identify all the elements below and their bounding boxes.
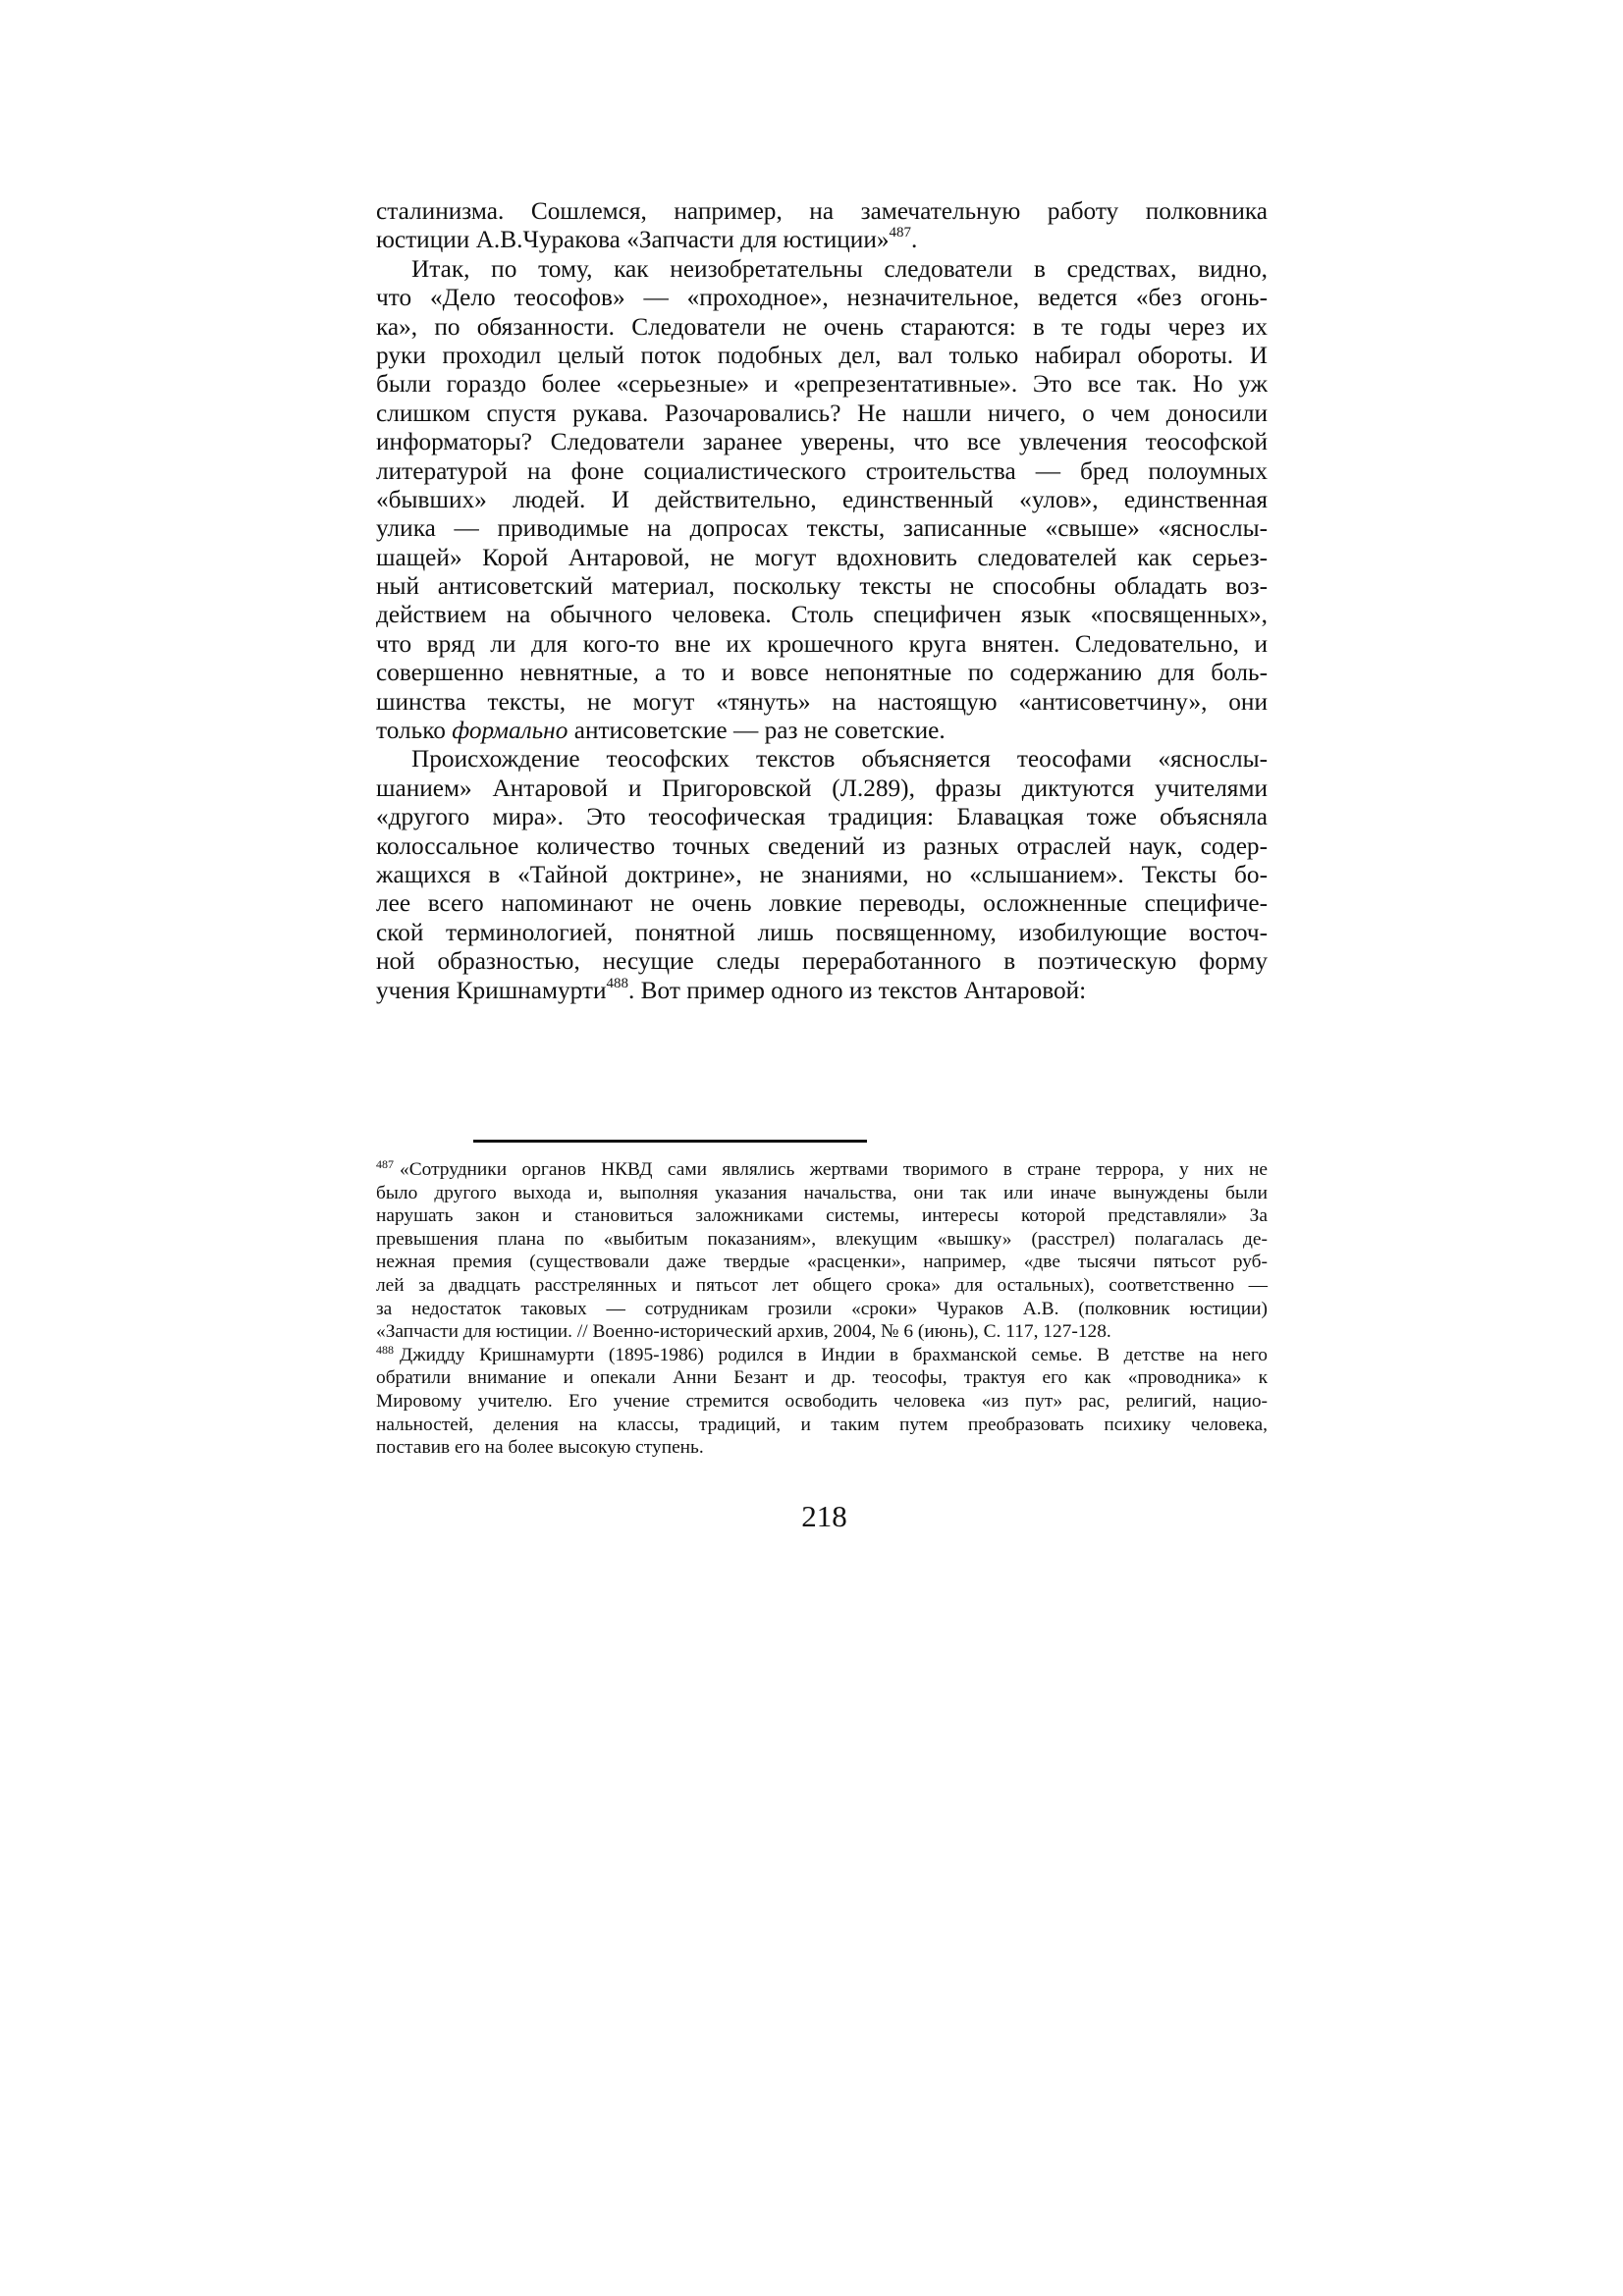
footnote-488 (376, 1344, 1268, 1460)
page-number: 218 (801, 1499, 847, 1533)
text-line (376, 774, 1268, 803)
footnote-line (376, 1204, 1268, 1228)
line-text: . (911, 226, 918, 254)
footnotes (376, 1158, 1268, 1460)
line-text: . Вот пример одного из текстов Антаровой: (628, 976, 1087, 1004)
text-line (376, 717, 1268, 745)
footnote-line (376, 1320, 1268, 1344)
text-line (376, 803, 1268, 831)
line-text: ный антисоветский материал, поскольку тексты не способны обладать воз- (376, 572, 1268, 601)
line-text: шащей» Корой Антаровой, не могут вдохновить следователей как серьез- (376, 543, 1268, 571)
line-text: жащихся в «Тайной доктрине», не знаниями, но «слышанием». Тексты бо- (376, 860, 1268, 888)
line-text: колоссальное количество точных сведений из разных отраслей наук, содер- (376, 831, 1268, 860)
line-text: слишком спустя рукава. Разочаровались? Не нашли ничего, о чем доносили (376, 399, 1268, 427)
footnote-reference-487[interactable]: 487 (889, 225, 912, 241)
text-line (376, 572, 1268, 601)
footnote-line (376, 1390, 1268, 1414)
text-line (376, 400, 1268, 428)
footnote-line (376, 1158, 1268, 1182)
footnote-text: нальностей, деления на классы, традиций, и таким путем преобразовать психику человека, (376, 1414, 1268, 1435)
line-text: ка», по обязанности. Следователи не очень стараются: в те годы через их (376, 312, 1268, 341)
line-text: сталинизма. Сошлемся, например, на замечательную работу полковника (376, 197, 1268, 225)
text-line (376, 947, 1268, 976)
text-line (376, 630, 1268, 659)
line-text: шанием» Антаровой и Пригоровской (Л.289), фразы диктуются учителями (376, 774, 1268, 802)
footnote-line (376, 1228, 1268, 1252)
footnote-line (376, 1366, 1268, 1390)
footnote-text: нежная премия (существовали даже твердые «расценки», например, «две тысячи пятьсот руб- (376, 1252, 1268, 1273)
line-text: были гораздо более «серьезные» и «репрезентативные». Это все так. Но уж (376, 370, 1268, 399)
line-text: Итак, по тому, как неизобретательны следователи в средствах, видно, (411, 254, 1268, 283)
line-text: «бывших» людей. И действительно, единственный «улов», единственная (376, 485, 1268, 513)
footnote-text: поставив его на более высокую ступень. (376, 1437, 704, 1459)
text-line (376, 601, 1268, 629)
text-line (376, 977, 1268, 1005)
line-text: действием на обычного человека. Столь специфичен язык «посвященных», (376, 601, 1268, 629)
footnote-text: за недостаток таковых — сотрудникам грозили «сроки» Чураков А.В. (полковник юстиции) (376, 1298, 1268, 1319)
line-text: учения Кришнамурти (376, 976, 607, 1004)
line-text: лее всего напоминают не очень ловкие переводы, осложненные специфиче- (376, 889, 1268, 918)
text-line (376, 659, 1268, 687)
footnote-reference-488[interactable]: 488 (606, 975, 629, 991)
text-line (376, 284, 1268, 312)
text-line (376, 688, 1268, 717)
text-line (376, 226, 1268, 254)
line-text: ной образностью, несущие следы переработанного в поэтическую форму (376, 947, 1268, 976)
footnote-line (376, 1274, 1268, 1298)
text-line (376, 342, 1268, 370)
footnote-line (376, 1298, 1268, 1321)
text-line (376, 544, 1268, 572)
footnote-text: «Запчасти для юстиции. // Военно-исторический архив, 2004, № 6 (июнь), С. 117, 127-128. (376, 1321, 1111, 1343)
footnote-text: Мировому учителю. Его учение стремится освободить человека «из пут» рас, религий, нацио- (376, 1390, 1268, 1412)
line-text: шинства тексты, не могут «тянуть» на настоящую «антисоветчину», они (376, 687, 1268, 716)
text-line (376, 832, 1268, 861)
text-line (376, 861, 1268, 889)
line-text: улика — приводимые на допросах тексты, записанные «свыше» «яснослы- (376, 514, 1268, 543)
footnote-text: лей за двадцать расстрелянных и пятьсот лет общего срока» для остальных), соответственно — (376, 1274, 1268, 1296)
footnote-text: «Сотрудники органов НКВД сами являлись жертвами творимого в стране террора, у них не (400, 1159, 1268, 1180)
text-line (376, 514, 1268, 543)
main-text (376, 197, 1268, 1005)
footnote-text: нарушать закон и становиться заложниками системы, интересы которой представляли» За (376, 1205, 1268, 1227)
footnote-separator (473, 1140, 867, 1143)
footnote-line (376, 1251, 1268, 1274)
footnote-line (376, 1182, 1268, 1205)
footnote-line (376, 1344, 1268, 1367)
line-text: Происхождение теософских текстов объясняется теософами «яснослы- (411, 745, 1268, 774)
text-line (376, 457, 1268, 486)
emphasized-word: формально (452, 717, 568, 745)
footnote-number: 488 (376, 1342, 394, 1357)
line-text: антисоветские — раз не советские. (568, 717, 946, 745)
line-text: что «Дело теософов» — «проходное», незначительное, ведется «без огонь- (376, 284, 1268, 312)
text-line (376, 313, 1268, 342)
line-text: что вряд ли для кого-то вне их крошечного круга внятен. Следовательно, и (376, 629, 1268, 658)
text-line (376, 370, 1268, 399)
line-text: руки проходил целый поток подобных дел, вал только набирал обороты. И (376, 341, 1268, 369)
footnote-line (376, 1436, 1268, 1460)
footnote-text: Джидду Кришнамурти (1895-1986) родился в Индии в брахманской семье. В детстве на него (400, 1344, 1268, 1365)
footnote-text: превышения плана по «выбитым показаниям», влекущим «вышку» (расстрел) полагалась де- (376, 1228, 1268, 1250)
text-line (376, 197, 1268, 226)
line-text: совершенно невнятные, а то и вовсе непонятные по содержанию для боль- (376, 659, 1268, 687)
line-text: литературой на фоне социалистического строительства — бред полоумных (376, 456, 1268, 485)
text-line (376, 428, 1268, 456)
text-line (376, 745, 1268, 774)
footnote-line (376, 1414, 1268, 1437)
footnote-text: обратили внимание и опекали Анни Безант и др. теософы, трактуя его как «проводника» к (376, 1367, 1268, 1389)
text-line (376, 889, 1268, 918)
text-line (376, 919, 1268, 947)
footnote-number: 487 (376, 1157, 394, 1171)
line-text: «другого мира». Это теософическая традиция: Блавацкая тоже объясняла (376, 803, 1268, 831)
text-line (376, 255, 1268, 284)
line-text: только (376, 717, 453, 745)
footnote-487 (376, 1158, 1268, 1344)
footnote-text: было другого выхода и, выполняя указания начальства, они так или иначе вынуждены были (376, 1182, 1268, 1203)
line-text: ской терминологией, понятной лишь посвященному, изобилующие восточ- (376, 918, 1268, 946)
line-text: информаторы? Следователи заранее уверены, что все увлечения теософской (376, 428, 1268, 456)
line-text: юстиции А.В.Чуракова «Запчасти для юстиции» (376, 226, 890, 254)
text-line (376, 486, 1268, 514)
